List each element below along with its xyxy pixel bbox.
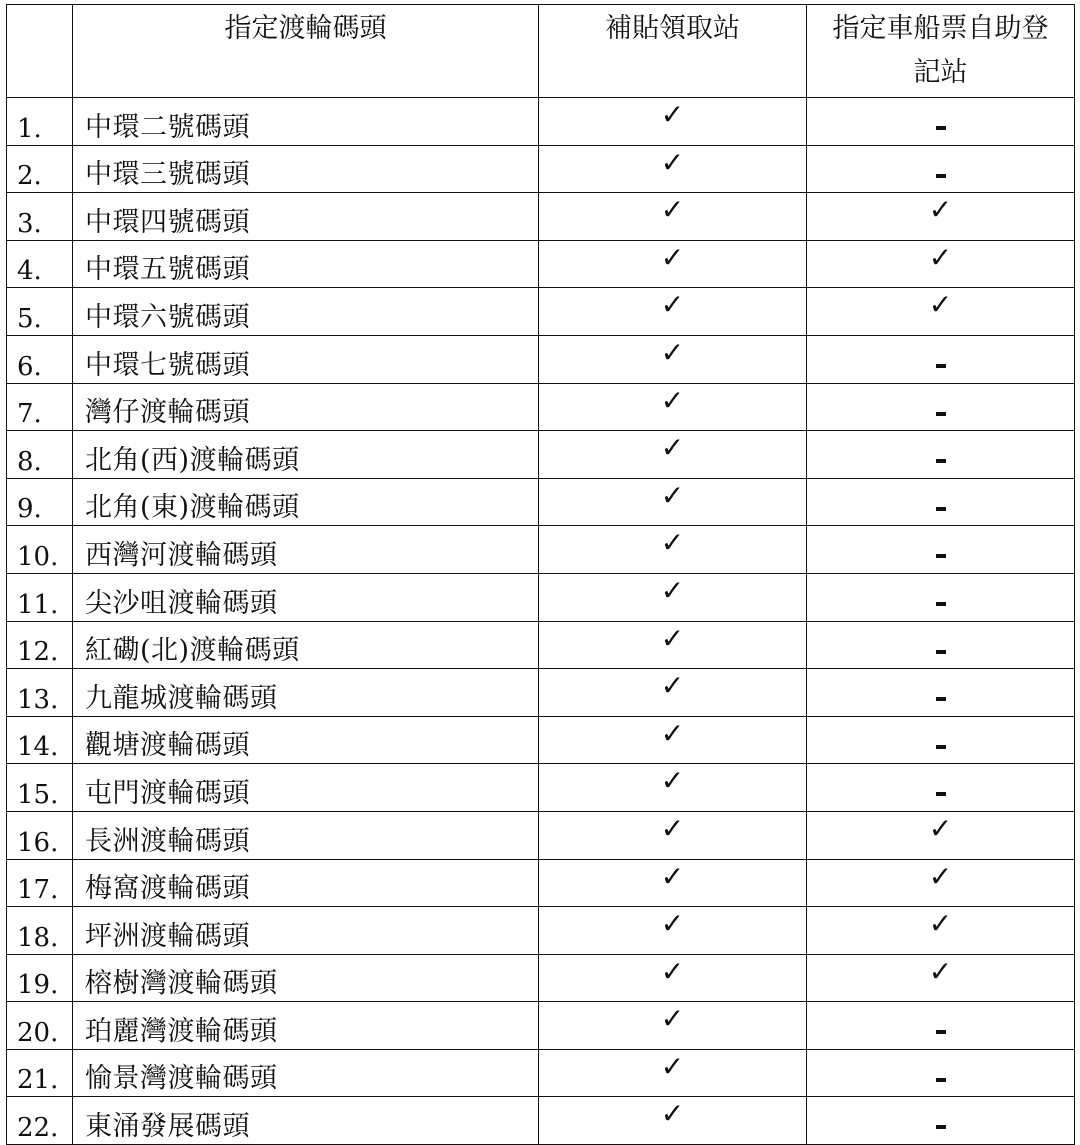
pier-name: 東涌發展碼頭 [73, 1097, 539, 1145]
table-row [7, 907, 1075, 955]
header-row [7, 5, 1075, 98]
subsidy-cell [539, 526, 807, 574]
self-service-cell [807, 1002, 1075, 1050]
dash-icon [936, 602, 946, 606]
pier-name: 坪洲渡輪碼頭 [73, 907, 539, 955]
subsidy-cell [539, 621, 807, 669]
dash-icon [936, 412, 946, 416]
check-icon: ✓ [660, 954, 685, 988]
check-icon: ✓ [660, 478, 685, 512]
check-icon: ✓ [660, 383, 685, 417]
check-icon: ✓ [660, 1097, 685, 1131]
dash-icon [936, 554, 946, 558]
pier-name: 灣仔渡輪碼頭 [73, 383, 539, 431]
table-row [7, 526, 1075, 574]
self-service-cell [807, 1097, 1075, 1145]
pier-name: 中環三號碼頭 [73, 145, 539, 193]
self-service-cell [807, 907, 1075, 955]
subsidy-cell [539, 240, 807, 288]
row-number: 6. [7, 335, 73, 383]
self-service-cell [807, 669, 1075, 717]
check-icon: ✓ [928, 288, 953, 322]
table-row [7, 98, 1075, 146]
row-number: 19. [7, 954, 73, 1002]
row-number: 12. [7, 621, 73, 669]
row-number: 2. [7, 145, 73, 193]
row-number: 20. [7, 1002, 73, 1050]
subsidy-cell [539, 335, 807, 383]
pier-name: 西灣河渡輪碼頭 [73, 526, 539, 574]
table-row [7, 716, 1075, 764]
subsidy-cell [539, 669, 807, 717]
subsidy-cell [539, 764, 807, 812]
subsidy-cell [539, 954, 807, 1002]
table-row [7, 335, 1075, 383]
self-service-cell [807, 478, 1075, 526]
pier-name: 中環五號碼頭 [73, 240, 539, 288]
subsidy-cell [539, 145, 807, 193]
table-row [7, 1002, 1075, 1050]
check-icon: ✓ [660, 859, 685, 893]
subsidy-cell [539, 573, 807, 621]
dash-icon [936, 1078, 946, 1082]
header-self-service: 指定車船票自助登記站 [807, 5, 1075, 98]
pier-name: 中環六號碼頭 [73, 288, 539, 336]
self-service-cell [807, 954, 1075, 1002]
self-service-cell [807, 859, 1075, 907]
check-icon: ✓ [928, 907, 953, 941]
pier-name: 長洲渡輪碼頭 [73, 811, 539, 859]
check-icon: ✓ [928, 954, 953, 988]
dash-icon [936, 745, 946, 749]
subsidy-cell [539, 907, 807, 955]
row-number: 21. [7, 1049, 73, 1097]
subsidy-cell [539, 859, 807, 907]
table-row [7, 193, 1075, 241]
self-service-cell [807, 145, 1075, 193]
check-icon: ✓ [660, 764, 685, 798]
check-icon: ✓ [660, 240, 685, 274]
table-row [7, 145, 1075, 193]
self-service-cell [807, 526, 1075, 574]
table-body [7, 98, 1075, 1145]
dash-icon [936, 364, 946, 368]
dash-icon [936, 507, 946, 511]
dash-icon [936, 174, 946, 178]
pier-name: 珀麗灣渡輪碼頭 [73, 1002, 539, 1050]
header-number [7, 5, 73, 98]
table-row [7, 859, 1075, 907]
self-service-cell [807, 431, 1075, 479]
self-service-cell [807, 240, 1075, 288]
row-number: 18. [7, 907, 73, 955]
row-number: 22. [7, 1097, 73, 1145]
pier-name: 屯門渡輪碼頭 [73, 764, 539, 812]
subsidy-cell [539, 193, 807, 241]
check-icon: ✓ [660, 716, 685, 750]
check-icon: ✓ [660, 193, 685, 227]
dash-icon [936, 1125, 946, 1129]
row-number: 7. [7, 383, 73, 431]
table-row [7, 240, 1075, 288]
subsidy-cell [539, 1002, 807, 1050]
row-number: 8. [7, 431, 73, 479]
dash-icon [936, 126, 946, 130]
row-number: 9. [7, 478, 73, 526]
pier-name: 中環四號碼頭 [73, 193, 539, 241]
row-number: 16. [7, 811, 73, 859]
header-subsidy: 補貼領取站 [539, 5, 807, 98]
row-number: 15. [7, 764, 73, 812]
check-icon: ✓ [660, 811, 685, 845]
table-row [7, 1049, 1075, 1097]
subsidy-cell [539, 288, 807, 336]
table-row [7, 621, 1075, 669]
check-icon: ✓ [660, 335, 685, 369]
pier-name: 榕樹灣渡輪碼頭 [73, 954, 539, 1002]
pier-name: 梅窩渡輪碼頭 [73, 859, 539, 907]
self-service-cell [807, 98, 1075, 146]
check-icon: ✓ [660, 526, 685, 560]
table-row [7, 383, 1075, 431]
check-icon: ✓ [660, 1002, 685, 1036]
self-service-cell [807, 764, 1075, 812]
self-service-cell [807, 288, 1075, 336]
check-icon: ✓ [928, 859, 953, 893]
row-number: 3. [7, 193, 73, 241]
row-number: 13. [7, 669, 73, 717]
table-row [7, 573, 1075, 621]
table-row [7, 431, 1075, 479]
pier-name: 紅磡(北)渡輪碼頭 [73, 621, 539, 669]
table-row [7, 954, 1075, 1002]
row-number: 11. [7, 573, 73, 621]
check-icon: ✓ [660, 1049, 685, 1083]
self-service-cell [807, 621, 1075, 669]
table-row [7, 478, 1075, 526]
table-row [7, 764, 1075, 812]
pier-name: 北角(西)渡輪碼頭 [73, 431, 539, 479]
pier-name: 觀塘渡輪碼頭 [73, 716, 539, 764]
pier-name: 中環二號碼頭 [73, 98, 539, 146]
pier-table [6, 4, 1075, 1145]
subsidy-cell [539, 716, 807, 764]
self-service-cell [807, 716, 1075, 764]
row-number: 17. [7, 859, 73, 907]
check-icon: ✓ [660, 669, 685, 703]
pier-name: 九龍城渡輪碼頭 [73, 669, 539, 717]
row-number: 14. [7, 716, 73, 764]
pier-name: 愉景灣渡輪碼頭 [73, 1049, 539, 1097]
self-service-cell [807, 335, 1075, 383]
check-icon: ✓ [660, 573, 685, 607]
self-service-cell [807, 811, 1075, 859]
pier-name: 中環七號碼頭 [73, 335, 539, 383]
subsidy-cell [539, 383, 807, 431]
self-service-cell [807, 573, 1075, 621]
check-icon: ✓ [660, 98, 685, 131]
check-icon: ✓ [660, 431, 685, 465]
table-row [7, 288, 1075, 336]
dash-icon [936, 459, 946, 463]
subsidy-cell [539, 98, 807, 146]
subsidy-cell [539, 431, 807, 479]
check-icon: ✓ [660, 145, 685, 179]
table-row [7, 1097, 1075, 1145]
dash-icon [936, 1030, 946, 1034]
dash-icon [936, 697, 946, 701]
row-number: 5. [7, 288, 73, 336]
header-pier: 指定渡輪碼頭 [73, 5, 539, 98]
self-service-cell [807, 1049, 1075, 1097]
check-icon: ✓ [660, 907, 685, 941]
check-icon: ✓ [660, 621, 685, 655]
subsidy-cell [539, 1049, 807, 1097]
check-icon: ✓ [928, 193, 953, 227]
pier-name: 尖沙咀渡輪碼頭 [73, 573, 539, 621]
check-icon: ✓ [928, 240, 953, 274]
check-icon: ✓ [928, 811, 953, 845]
dash-icon [936, 792, 946, 796]
row-number: 4. [7, 240, 73, 288]
dash-icon [936, 650, 946, 654]
self-service-cell [807, 383, 1075, 431]
table-row [7, 669, 1075, 717]
row-number: 1. [7, 98, 73, 146]
subsidy-cell [539, 1097, 807, 1145]
row-number: 10. [7, 526, 73, 574]
self-service-cell [807, 193, 1075, 241]
check-icon: ✓ [660, 288, 685, 322]
subsidy-cell [539, 478, 807, 526]
table-row [7, 811, 1075, 859]
subsidy-cell [539, 811, 807, 859]
pier-name: 北角(東)渡輪碼頭 [73, 478, 539, 526]
